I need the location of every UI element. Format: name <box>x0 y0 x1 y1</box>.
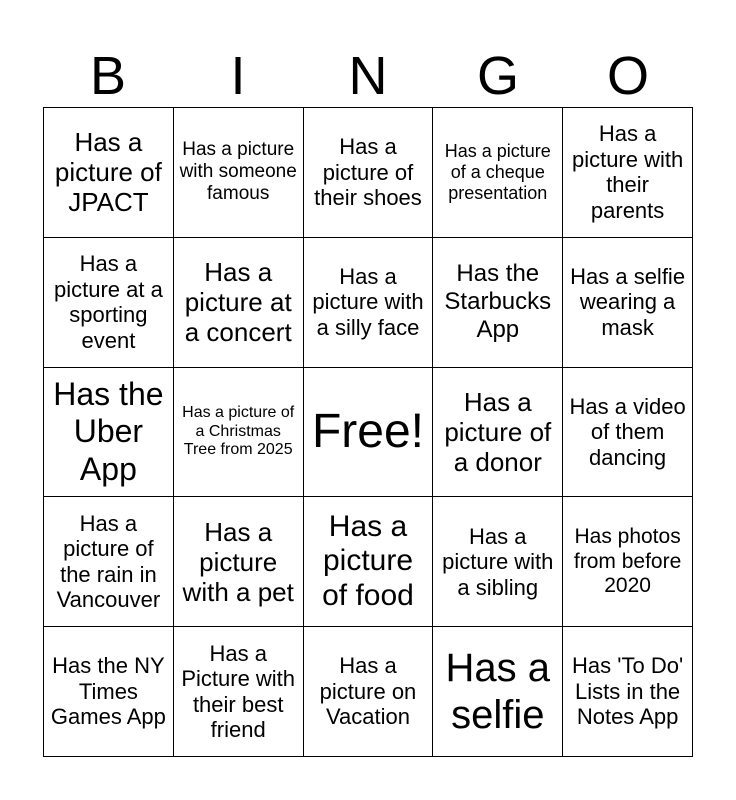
cell-text: Has a picture with a silly face <box>312 263 424 340</box>
bingo-cell[interactable] <box>304 238 434 368</box>
cell-text: Has a selfie wearing a mask <box>570 263 686 340</box>
cell-text: Has the NY Times Games App <box>50 653 166 730</box>
bingo-cell[interactable] <box>563 497 693 627</box>
bingo-cell[interactable] <box>433 627 563 757</box>
bingo-cell[interactable] <box>174 627 304 757</box>
cell-text: Has the Uber App <box>53 376 164 487</box>
bingo-cell[interactable] <box>563 368 693 498</box>
cell-text: Has a Picture with their best friend <box>181 640 296 743</box>
bingo-cell[interactable] <box>44 627 174 757</box>
cell-text: Has a picture at a concert <box>184 256 292 348</box>
bingo-cell[interactable] <box>563 108 693 238</box>
free-space-label: Free! <box>311 405 424 459</box>
cell-text: Has a video of them dancing <box>569 393 686 470</box>
bingo-cell[interactable] <box>433 238 563 368</box>
bingo-cell[interactable] <box>433 368 563 498</box>
bingo-cell[interactable] <box>174 238 304 368</box>
cell-text: Has a picture of a cheque presentation <box>444 141 551 203</box>
cell-text: Has a picture with their parents <box>571 121 684 223</box>
cell-text: Has the Starbucks App <box>444 260 552 344</box>
bingo-header <box>43 46 693 106</box>
bingo-cell[interactable] <box>304 627 434 757</box>
bingo-grid <box>43 107 693 757</box>
cell-text: Has a picture of their shoes <box>314 134 422 211</box>
bingo-cell[interactable] <box>563 627 693 757</box>
bingo-cell[interactable] <box>304 108 434 238</box>
header-letter-o: O <box>606 46 649 106</box>
header-letter-b: B <box>89 46 127 106</box>
bingo-cell[interactable] <box>174 108 304 238</box>
bingo-cell[interactable] <box>304 497 434 627</box>
header-letter-g: G <box>476 46 519 106</box>
cell-text: Has a selfie <box>445 646 551 737</box>
bingo-cell[interactable] <box>44 497 174 627</box>
cell-text: Has photos from before 2020 <box>573 525 682 597</box>
cell-text: Has 'To Do' Lists in the Notes App <box>572 653 684 730</box>
cell-text: Has a picture on Vacation <box>319 653 417 730</box>
bingo-cell[interactable] <box>44 108 174 238</box>
header-letter-i: I <box>230 46 246 106</box>
cell-text: Has a picture with someone famous <box>179 139 297 205</box>
cell-text: Has a picture with a sibling <box>442 523 554 600</box>
bingo-cell[interactable] <box>174 368 304 498</box>
bingo-cell[interactable] <box>44 368 174 498</box>
free-space-cell[interactable] <box>304 368 434 498</box>
cell-text: Has a picture of the rain in Vancouver <box>56 510 161 613</box>
bingo-cell[interactable] <box>174 497 304 627</box>
bingo-cell[interactable] <box>433 497 563 627</box>
cell-text: Has a picture of a donor <box>444 386 552 478</box>
bingo-cell[interactable] <box>563 238 693 368</box>
cell-text: Has a picture with a pet <box>182 516 294 607</box>
cell-text: Has a picture of food <box>322 509 414 613</box>
cell-text: Has a picture of a Christmas Tree from 2025 <box>182 404 295 459</box>
header-letter-n: N <box>348 46 388 106</box>
cell-text: Has a picture at a sporting event <box>53 251 163 353</box>
bingo-cell[interactable] <box>433 108 563 238</box>
bingo-cell[interactable] <box>44 238 174 368</box>
cell-text: Has a picture of JPACT <box>54 127 162 218</box>
